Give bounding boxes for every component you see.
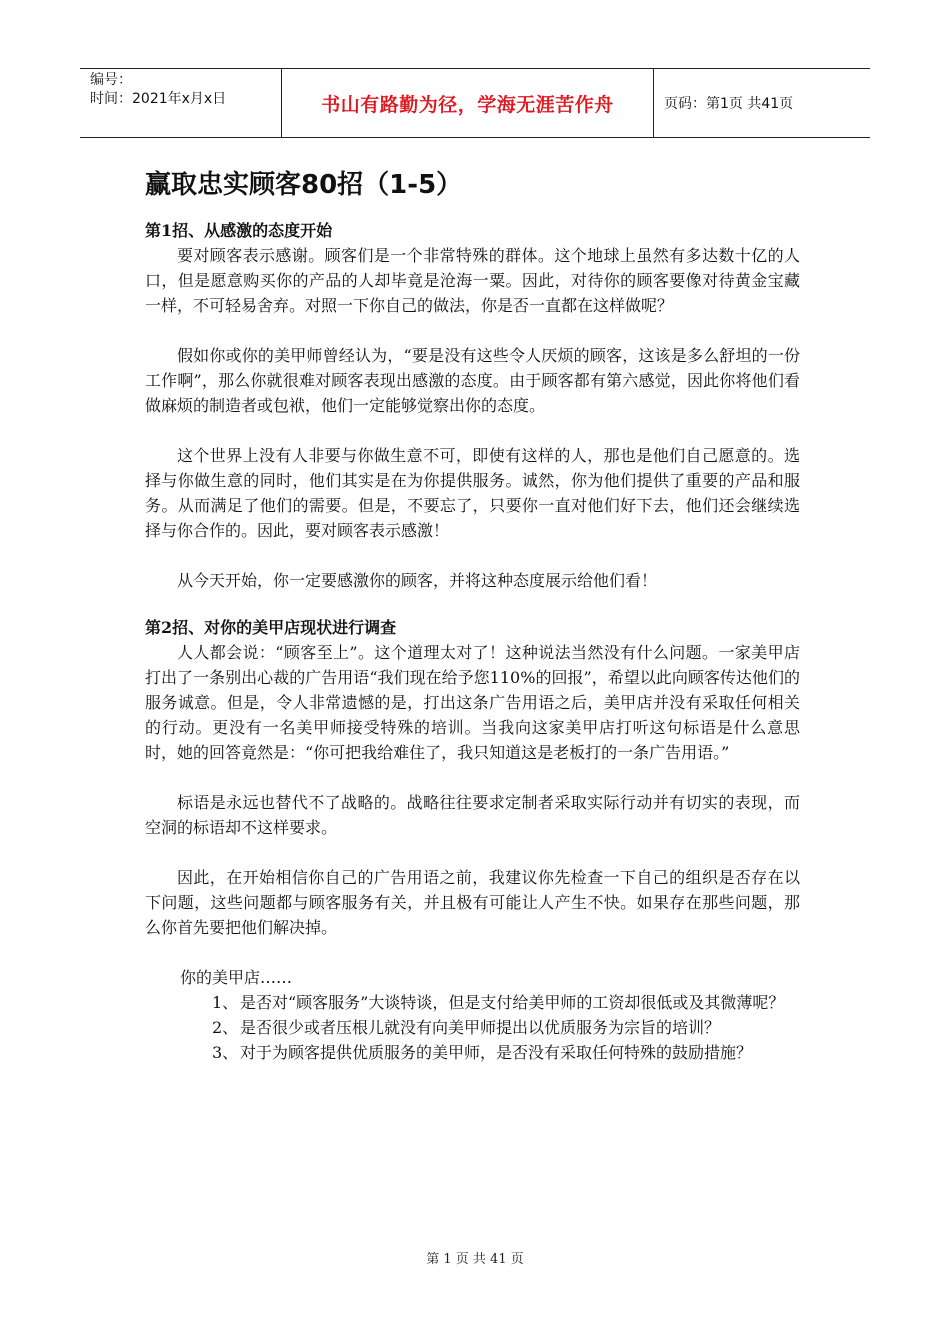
page-footer: 第 1 页 共 41 页 — [426, 1252, 524, 1267]
header-motto-cell — [282, 69, 654, 137]
document-title: 赢取忠实顾客80招（1-5） — [145, 170, 463, 200]
list-item: 3、 对于为顾客提供优质服务的美甲师，是否没有采取任何特殊的鼓励措施？ — [212, 1043, 753, 1062]
time-label: 时间：2021年x月x日 — [90, 91, 227, 107]
header-page-info: 页码：第1页 共41页 — [664, 96, 794, 112]
page-header — [80, 68, 870, 138]
paragraph: 因此，在开始相信你自己的广告用语之前，我建议你先检查一下自己的组织是否存在以下问题，这些问题都与顾客服务有关，并且极有可能让人产生不快。如果存在那些问题，那么你首先要把他们解决掉。 — [145, 868, 800, 937]
document-body — [145, 165, 800, 1065]
paragraph: 从今天开始，你一定要感激你的顾客，并将这种态度展示给他们看！ — [177, 571, 658, 590]
paragraph: 要对顾客表示感谢。顾客们是一个非常特殊的群体。这个地球上虽然有多达数十亿的人口，但是愿意购买你的产品的人却毕竟是沧海一粟。因此，对待你的顾客要像对待黄金宝藏一样，不可轻易舍弃。对照一下你自己的做法，你是否一直都在这样做呢？ — [145, 246, 800, 315]
header-meta — [80, 69, 282, 137]
section-1-heading: 第1招、从感激的态度开始 — [145, 221, 333, 240]
section-2-heading: 第2招、对你的美甲店现状进行调查 — [145, 618, 397, 637]
paragraph: 这个世界上没有人非要与你做生意不可，即使有这样的人，那也是他们自己愿意的。选择与你做生意的同时，他们其实是在为你提供服务。诚然，你为他们提供了重要的产品和服务。从而满足了他们的需要。但是，不要忘了，只要你一直对他们好下去，他们还会继续选择与你合作的。因此，要对顾客表示感激！ — [145, 446, 800, 540]
header-motto: 书山有路勤为径，学海无涯苦作舟 — [321, 93, 614, 116]
paragraph: 标语是永远也替代不了战略的。战略往往要求定制者采取实际行动并有切实的表现，而空洞的标语却不这样要求。 — [145, 793, 800, 837]
paragraph: 假如你或你的美甲师曾经认为，“要是没有这些令人厌烦的顾客，这该是多么舒坦的一份工作啊”，那么你就很难对顾客表现出感激的态度。由于顾客都有第六感觉，因此你将他们看做麻烦的制造者或包袱，他们一定能够觉察出你的态度。 — [145, 346, 800, 415]
list-item: 2、 是否很少或者压根儿就没有向美甲师提出以优质服务为宗旨的培训？ — [212, 1018, 721, 1037]
serial-label: 编号： — [90, 72, 132, 88]
list-item: 1、 是否对“顾客服务”大谈特谈，但是支付给美甲师的工资却很低或及其微薄呢？ — [212, 993, 785, 1012]
question-list — [145, 990, 800, 1065]
list-lead: 你的美甲店…… — [180, 968, 293, 987]
paragraph: 人人都会说：“顾客至上”。这个道理太对了！这种说法当然没有什么问题。一家美甲店打出了一条别出心裁的广告用语“我们现在给予您110%的回报”，希望以此向顾客传达他们的服务诚意。但是，令人非常遗憾的是，打出这条广告用语之后，美甲店并没有采取任何相关的行动。更没有一名美甲师接受特殊的培训。当我向这家美甲店打听这句标语是什么意思时，她的回答竟然是：“你可把我给难住了，我只知道这是老板打的一条广告用语。” — [145, 643, 800, 762]
